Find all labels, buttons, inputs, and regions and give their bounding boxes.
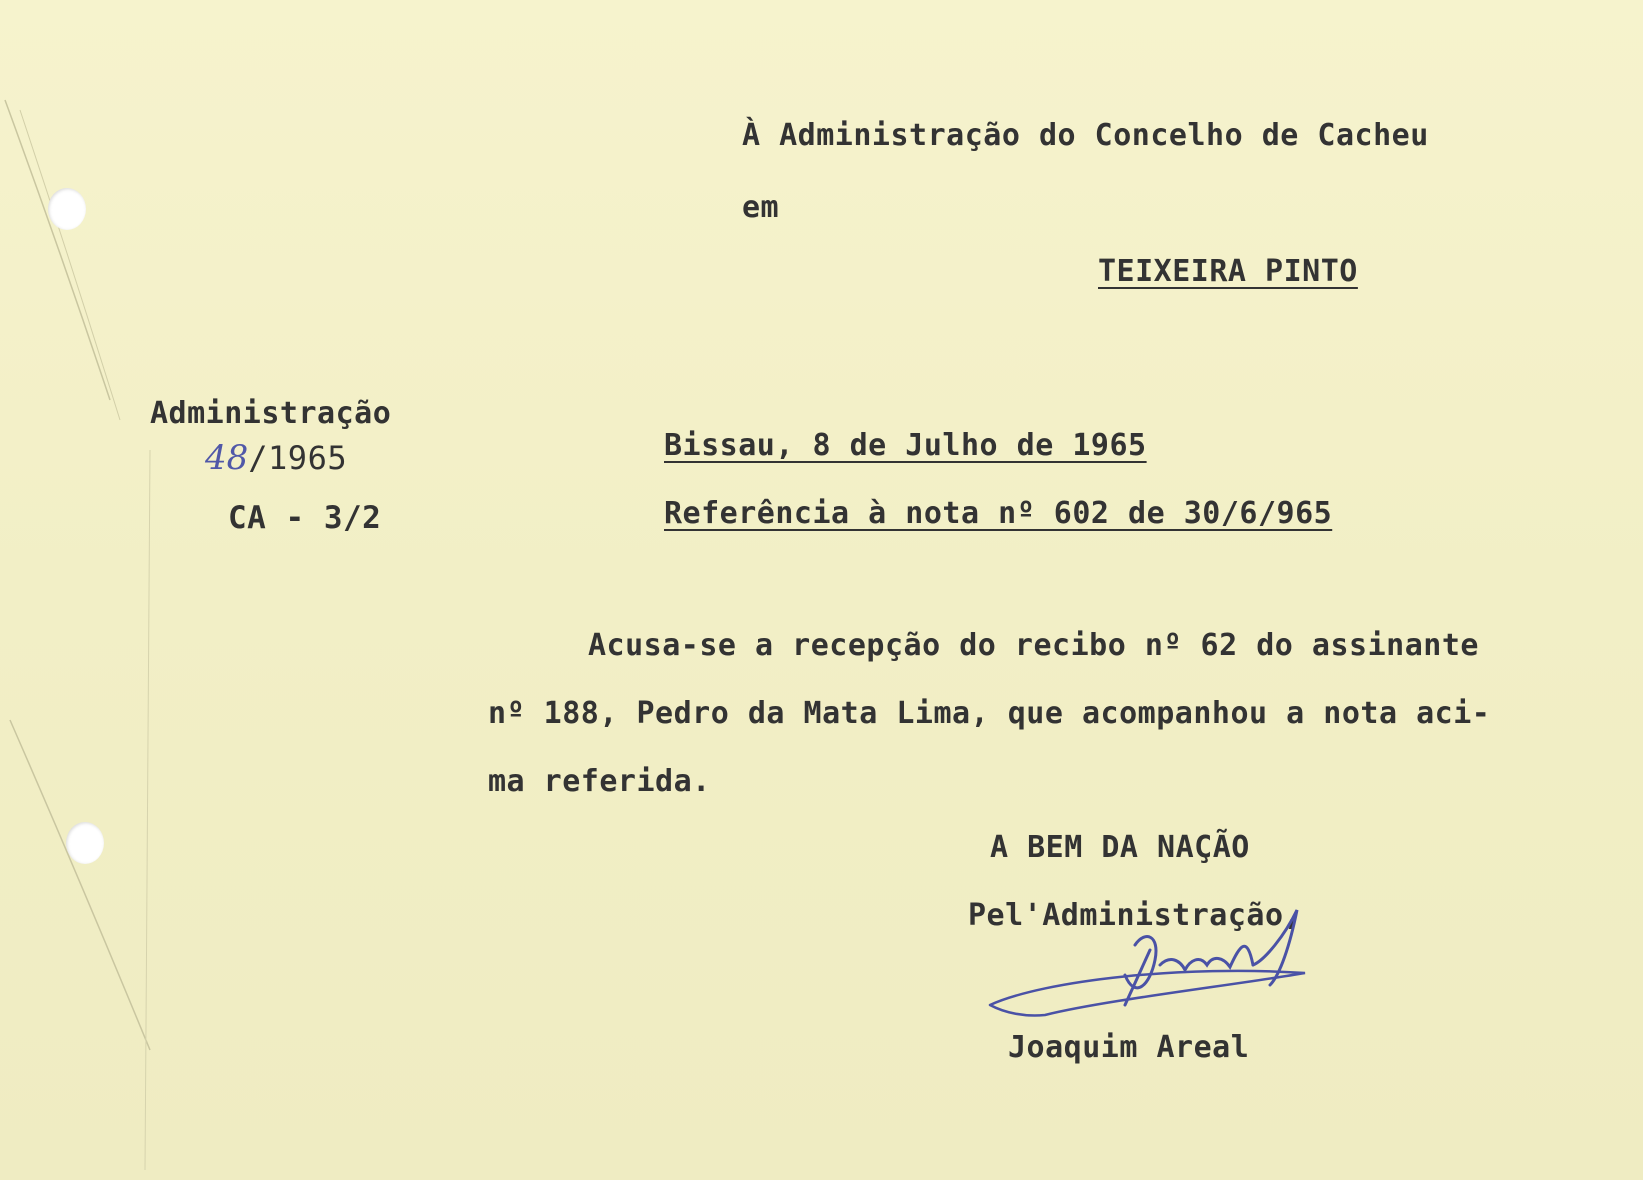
signoff-line: Pel'Administração, xyxy=(968,898,1303,933)
recipient-line: À Administração do Concelho de Cacheu xyxy=(742,118,1429,153)
signatory-name: Joaquim Areal xyxy=(1008,1030,1250,1065)
closing-line: A BEM DA NAÇÃO xyxy=(990,830,1250,865)
ref-number-line xyxy=(205,438,347,478)
body-line-2: nº 188, Pedro da Mata Lima, que acompanhou a nota aci- xyxy=(488,696,1491,731)
body-line-3: ma referida. xyxy=(488,764,711,799)
em-line: em xyxy=(742,190,780,225)
punch-hole-top xyxy=(48,188,86,230)
ref-department: Administração xyxy=(150,396,392,431)
ref-code: CA - 3/2 xyxy=(228,500,382,536)
signature-scribble xyxy=(985,905,1345,1025)
ref-number-handwritten: 48 xyxy=(205,438,249,478)
date-line: Bissau, 8 de Julho de 1965 xyxy=(664,428,1147,463)
reference-line: Referência à nota nº 602 de 30/6/965 xyxy=(664,496,1333,531)
body-line-1: Acusa-se a recepção do recibo nº 62 do assinante xyxy=(588,628,1479,663)
ref-year: /1965 xyxy=(248,439,348,477)
punch-hole-bottom xyxy=(66,822,104,864)
paper-crease xyxy=(0,0,200,1180)
recipient-city: TEIXEIRA PINTO xyxy=(1098,254,1358,289)
